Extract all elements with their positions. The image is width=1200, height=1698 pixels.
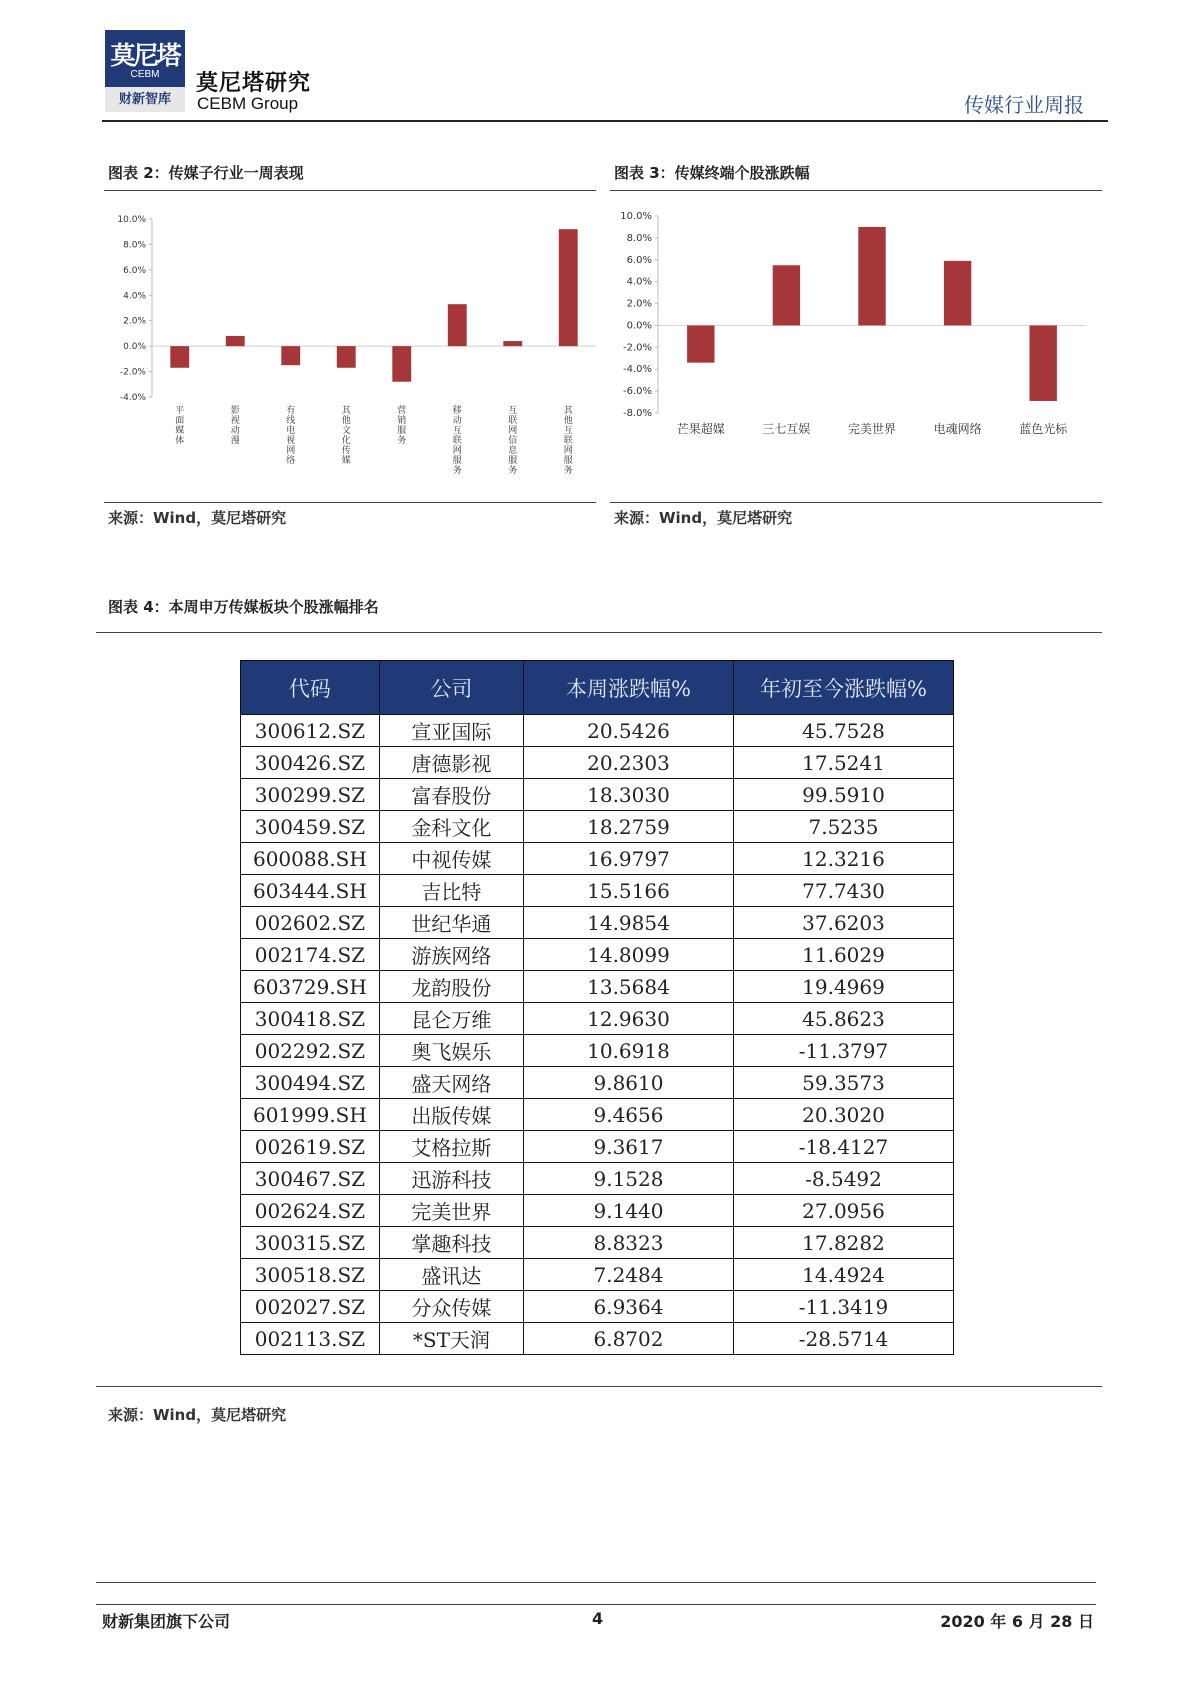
chart1-y-tick-label: -2.0%: [622, 342, 652, 354]
table-row: [241, 1067, 954, 1099]
table-row: [241, 779, 954, 811]
company-name-cell: 盛天网络: [379, 1067, 523, 1099]
table-row: [241, 939, 954, 971]
chart0-category-label: 影视动漫: [230, 406, 240, 446]
stock-code-cell: 300494.SZ: [241, 1067, 380, 1099]
stock-code-cell: 002602.SZ: [241, 907, 380, 939]
weekly-change-cell: 18.2759: [523, 811, 733, 843]
weekly-change-cell: 20.5426: [523, 715, 733, 747]
ytd-change-cell: 45.8623: [734, 1003, 954, 1035]
table-row: [241, 1131, 954, 1163]
weekly-change-cell: 20.2303: [523, 747, 733, 779]
weekly-change-cell: 10.6918: [523, 1035, 733, 1067]
chart1-category-label: 三七互娱: [762, 422, 811, 436]
ytd-change-cell: 37.6203: [734, 907, 954, 939]
weekly-change-cell: 16.9797: [523, 843, 733, 875]
company-name-cell: 世纪华通: [379, 907, 523, 939]
table4-title: 图表 4：本周申万传媒板块个股涨幅排名: [108, 598, 379, 616]
chart0-bar: [503, 341, 522, 346]
table-row: [241, 1163, 954, 1195]
stock-code-cell: 002624.SZ: [241, 1195, 380, 1227]
weekly-change-cell: 15.5166: [523, 875, 733, 907]
chart0-category-label: 有线电视网络: [286, 406, 296, 466]
chart0-bar: [392, 346, 411, 382]
weekly-change-cell: 14.8099: [523, 939, 733, 971]
weekly-change-cell: 9.3617: [523, 1131, 733, 1163]
table-row: [241, 811, 954, 843]
chart3-source: 来源：Wind，莫尼塔研究: [614, 509, 793, 527]
report-date: 2020 年 6 月 28 日: [940, 1612, 1094, 1631]
table-row: [241, 1035, 954, 1067]
weekly-change-cell: 14.9854: [523, 907, 733, 939]
weekly-change-cell: 18.3030: [523, 779, 733, 811]
stock-code-cell: 300426.SZ: [241, 747, 380, 779]
chart1-category-label: 芒果超媒: [676, 422, 725, 436]
weekly-change-cell: 6.8702: [523, 1323, 733, 1355]
chart0-bar: [170, 346, 189, 368]
stock-code-cell: 002292.SZ: [241, 1035, 380, 1067]
chart0-y-tick-label: 10.0%: [117, 215, 146, 225]
company-name-cell: 富春股份: [379, 779, 523, 811]
company-name-cell: 宣亚国际: [379, 715, 523, 747]
chart1-y-tick-label: 8.0%: [626, 232, 652, 244]
column-header-code: 代码: [241, 661, 380, 715]
column-header-weekly-change: 本周涨跌幅%: [523, 661, 733, 715]
stock-code-cell: 002174.SZ: [241, 939, 380, 971]
ytd-change-cell: 11.6029: [734, 939, 954, 971]
company-name-cell: 盛讯达: [379, 1259, 523, 1291]
table-row: [241, 1099, 954, 1131]
ytd-change-cell: 59.3573: [734, 1067, 954, 1099]
stock-ranking-table: [240, 660, 954, 1355]
company-name-cell: 迅游科技: [379, 1163, 523, 1195]
weekly-change-cell: 12.9630: [523, 1003, 733, 1035]
table-row: [241, 1227, 954, 1259]
chart1-bar: [687, 325, 714, 362]
chart0-y-tick-label: 0.0%: [123, 342, 146, 353]
table4-top-rule: [96, 632, 1102, 633]
chart1-y-tick-label: -4.0%: [622, 364, 652, 376]
weekly-change-cell: 9.1528: [523, 1163, 733, 1195]
chart0-bar: [226, 336, 245, 346]
company-name-cell: *ST天润: [379, 1323, 523, 1355]
stock-code-cell: 600088.SH: [241, 843, 380, 875]
report-name: 传媒行业周报: [964, 93, 1084, 117]
chart1-category-label: 完美世界: [847, 422, 897, 436]
company-name-cell: 龙韵股份: [379, 971, 523, 1003]
table-row: [241, 843, 954, 875]
company-name-cell: 掌趣科技: [379, 1227, 523, 1259]
company-name-cell: 中视传媒: [379, 843, 523, 875]
logo-strip: 财新智库: [105, 87, 185, 112]
chart2-bar-chart: [104, 200, 596, 490]
weekly-change-cell: 7.2484: [523, 1259, 733, 1291]
weekly-change-cell: 9.1440: [523, 1195, 733, 1227]
ytd-change-cell: 14.4924: [734, 1259, 954, 1291]
ytd-change-cell: -11.3419: [734, 1291, 954, 1323]
table-row: [241, 1195, 954, 1227]
column-header-company: 公司: [379, 661, 523, 715]
weekly-change-cell: 9.8610: [523, 1067, 733, 1099]
chart3-top-rule: [610, 190, 1102, 191]
chart1-bar: [773, 265, 800, 325]
chart1-bar: [858, 227, 885, 326]
company-name-cell: 唐德影视: [379, 747, 523, 779]
chart0-bar: [337, 346, 356, 368]
chart1-y-tick-label: 6.0%: [626, 254, 652, 266]
chart0-y-tick-label: -4.0%: [119, 393, 146, 403]
table-row: [241, 1259, 954, 1291]
chart2-top-rule: [104, 190, 596, 191]
table4-source: 来源：Wind，莫尼塔研究: [108, 1406, 287, 1424]
page-number: 4: [592, 1609, 604, 1628]
stock-code-cell: 300299.SZ: [241, 779, 380, 811]
weekly-change-cell: 13.5684: [523, 971, 733, 1003]
ytd-change-cell: -18.4127: [734, 1131, 954, 1163]
company-name-cell: 昆仑万维: [379, 1003, 523, 1035]
stock-code-cell: 601999.SH: [241, 1099, 380, 1131]
stock-code-cell: 603729.SH: [241, 971, 380, 1003]
chart1-y-tick-label: 4.0%: [626, 276, 652, 288]
chart0-y-tick-label: 6.0%: [123, 265, 146, 276]
brand-name-english: CEBM Group: [197, 94, 299, 113]
company-name-cell: 出版传媒: [379, 1099, 523, 1131]
chart0-category-label: 其他互联网服务: [563, 406, 573, 476]
chart1-y-tick-label: 0.0%: [626, 320, 652, 332]
ytd-change-cell: 19.4969: [734, 971, 954, 1003]
chart3-bar-chart: [610, 200, 1102, 440]
company-name-cell: 吉比特: [379, 875, 523, 907]
chart1-category-label: 蓝色光标: [1019, 422, 1068, 436]
chart0-bar: [281, 346, 300, 365]
table-row: [241, 971, 954, 1003]
table4-bottom-rule: [96, 1386, 1102, 1387]
company-name-cell: 金科文化: [379, 811, 523, 843]
stock-code-cell: 002113.SZ: [241, 1323, 380, 1355]
chart1-y-tick-label: 10.0%: [620, 211, 652, 222]
brand-name-chinese: 莫尼塔研究: [196, 71, 312, 96]
chart1-bar: [944, 261, 971, 326]
chart0-y-tick-label: 8.0%: [123, 240, 146, 251]
stock-code-cell: 300467.SZ: [241, 1163, 380, 1195]
table-row: [241, 1323, 954, 1355]
chart0-category-label: 其他文化传媒: [341, 406, 351, 466]
chart3-title: 图表 3：传媒终端个股涨跌幅: [614, 164, 810, 182]
header-divider: [102, 120, 1108, 122]
stock-code-cell: 002619.SZ: [241, 1131, 380, 1163]
chart1-bar: [1030, 325, 1057, 401]
ytd-change-cell: 45.7528: [734, 715, 954, 747]
company-name-cell: 分众传媒: [379, 1291, 523, 1323]
weekly-change-cell: 6.9364: [523, 1291, 733, 1323]
ytd-change-cell: -11.3797: [734, 1035, 954, 1067]
chart0-bar: [448, 304, 467, 346]
stock-code-cell: 300612.SZ: [241, 715, 380, 747]
logo-english-name: CEBM: [130, 69, 160, 80]
footer-divider-bottom: [96, 1604, 1096, 1605]
chart0-category-label: 平面媒体: [175, 406, 185, 446]
chart3-bottom-rule: [610, 502, 1102, 503]
stock-code-cell: 300518.SZ: [241, 1259, 380, 1291]
chart2-bottom-rule: [104, 502, 596, 503]
company-logo: [105, 30, 185, 112]
company-name-cell: 完美世界: [379, 1195, 523, 1227]
chart2-title: 图表 2：传媒子行业一周表现: [108, 164, 304, 182]
table-header-row: [241, 661, 954, 715]
chart0-category-label: 移动互联网服务: [452, 406, 462, 476]
table-row: [241, 747, 954, 779]
table-row: [241, 1003, 954, 1035]
stock-code-cell: 300418.SZ: [241, 1003, 380, 1035]
chart1-y-tick-label: 2.0%: [626, 298, 652, 310]
ytd-change-cell: 12.3216: [734, 843, 954, 875]
chart1-category-label: 电魂网络: [933, 422, 982, 436]
ytd-change-cell: -8.5492: [734, 1163, 954, 1195]
chart0-y-tick-label: -2.0%: [119, 367, 146, 378]
footer-divider-top: [96, 1582, 1096, 1583]
logo-chinese-name: 莫尼塔: [110, 41, 180, 70]
weekly-change-cell: 9.4656: [523, 1099, 733, 1131]
stock-code-cell: 603444.SH: [241, 875, 380, 907]
chart0-category-label: 营销服务: [397, 406, 407, 446]
chart1-y-tick-label: -6.0%: [622, 386, 652, 398]
chart0-y-tick-label: 4.0%: [123, 291, 146, 302]
stock-code-cell: 300315.SZ: [241, 1227, 380, 1259]
column-header-ytd-change: 年初至今涨跌幅%: [734, 661, 954, 715]
table-row: [241, 907, 954, 939]
stock-code-cell: 300459.SZ: [241, 811, 380, 843]
weekly-change-cell: 8.8323: [523, 1227, 733, 1259]
ytd-change-cell: 17.5241: [734, 747, 954, 779]
table-body: [241, 715, 954, 1355]
company-name-cell: 游族网络: [379, 939, 523, 971]
ytd-change-cell: 27.0956: [734, 1195, 954, 1227]
table-row: [241, 715, 954, 747]
ytd-change-cell: -28.5714: [734, 1323, 954, 1355]
table-row: [241, 875, 954, 907]
chart0-y-tick-label: 2.0%: [123, 316, 146, 327]
table-row: [241, 1291, 954, 1323]
ytd-change-cell: 17.8282: [734, 1227, 954, 1259]
chart0-category-label: 互联网信息服务: [508, 406, 518, 476]
ytd-change-cell: 20.3020: [734, 1099, 954, 1131]
chart1-y-tick-label: -8.0%: [622, 408, 652, 419]
ytd-change-cell: 77.7430: [734, 875, 954, 907]
ytd-change-cell: 99.5910: [734, 779, 954, 811]
chart2-source: 来源：Wind，莫尼塔研究: [108, 509, 287, 527]
footer-company: 财新集团旗下公司: [102, 1612, 231, 1631]
chart0-bar: [559, 229, 578, 346]
stock-code-cell: 002027.SZ: [241, 1291, 380, 1323]
company-name-cell: 艾格拉斯: [379, 1131, 523, 1163]
company-name-cell: 奥飞娱乐: [379, 1035, 523, 1067]
ytd-change-cell: 7.5235: [734, 811, 954, 843]
